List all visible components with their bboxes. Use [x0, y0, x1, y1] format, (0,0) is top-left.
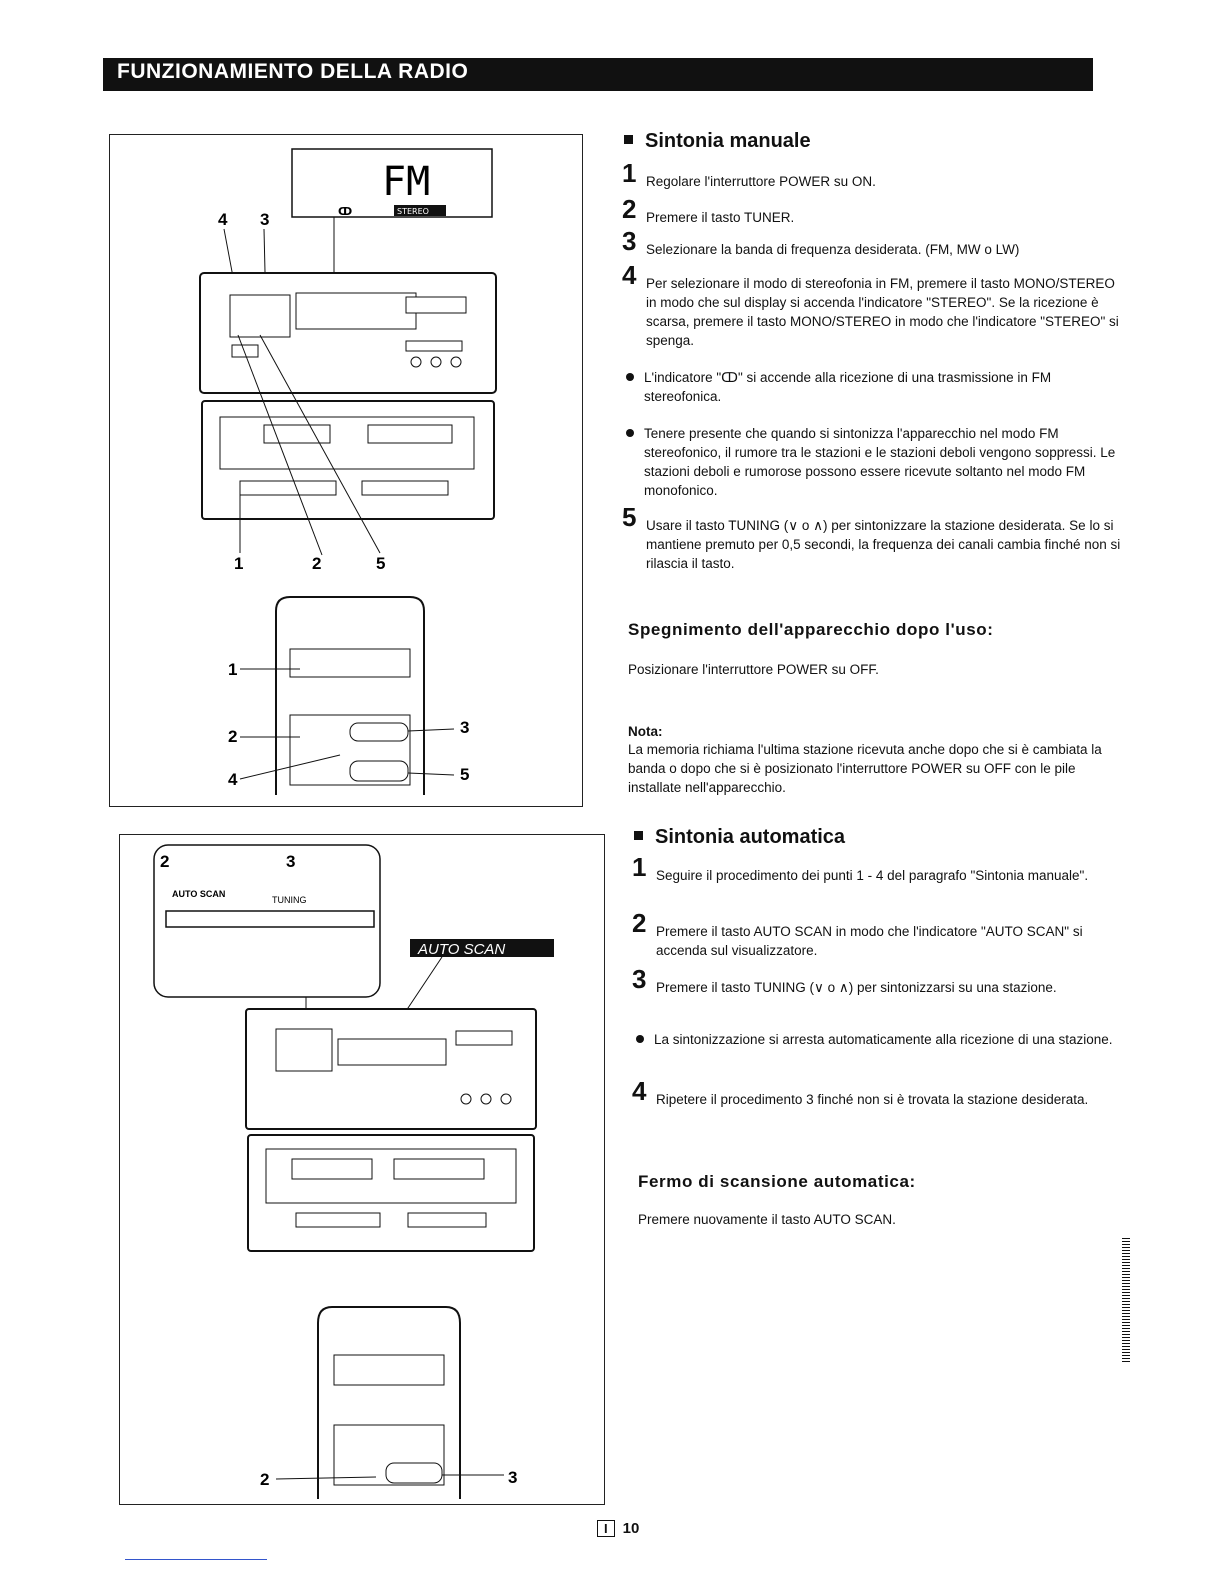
callout-2: 2	[312, 554, 322, 573]
manual-tuning-heading: Sintonia manuale	[624, 130, 811, 153]
callout-3: 3	[260, 210, 270, 229]
note-title: Nota:	[628, 724, 663, 739]
manual-bullet-2: Tenere presente che quando si sintonizza l'apparecchio nel modo FM stereofonico, il rumore tra le stazioni e le stazioni deboli vengono soppressi. Le stazioni deboli e rumorose possono essere ricevute soltanto nel modo FM monofonico.	[624, 424, 1122, 500]
scan-stop-text: Premere nuovamente il tasto AUTO SCAN.	[638, 1212, 896, 1227]
thumb-index-marks	[1122, 1238, 1130, 1363]
auto-scan-label: AUTO SCAN	[172, 889, 226, 899]
callout-4: 4	[218, 210, 228, 229]
manual-step-2: 2 Premere il tasto TUNER.	[622, 194, 795, 225]
remote-callout-1: 1	[228, 660, 238, 679]
callout-5: 5	[376, 554, 386, 573]
auto-tuning-heading: Sintonia automatica	[634, 826, 845, 849]
section-title: FUNZIONAMIENTO DELLA RADIO	[117, 60, 469, 83]
display-fm-text: FM	[382, 159, 431, 205]
page-footer	[597, 1520, 639, 1537]
footer-line	[125, 1559, 267, 1560]
auto-step-2: 2 Premere il tasto AUTO SCAN in modo che l'indicatore "AUTO SCAN" si accenda sul visualizzatore.	[632, 908, 1083, 958]
callout-1: 1	[234, 554, 244, 573]
svg-text:ↀ: ↀ	[338, 205, 353, 218]
auto-bullet: La sintonizzazione si arresta automaticamente alla ricezione di una stazione.	[634, 1030, 1128, 1049]
auto-scan-illustration	[120, 835, 604, 1504]
remote-callout-3: 3	[460, 718, 470, 737]
remote-bottom-callout-3: 3	[508, 1468, 518, 1487]
remote-callout-4: 4	[228, 770, 238, 789]
auto-step-1: 1 Seguire il procedimento dei punti 1 - 4 del paragrafo "Sintonia manuale".	[632, 852, 1089, 883]
manual-bullet-1: L'indicatore "ↀ" si accende alla ricezione di una trasmissione in FM stereofonica.	[624, 368, 1122, 406]
auto-scan-indicator: AUTO SCAN	[418, 941, 506, 958]
remote-bottom-callout-2: 2	[260, 1470, 270, 1489]
section-banner	[103, 58, 1093, 91]
page-number: 10	[622, 1520, 640, 1537]
remote-callout-2: 2	[228, 727, 238, 746]
stereo-system-illustration	[110, 135, 582, 806]
manual-step-1: 1 Regolare l'interruttore POWER su ON.	[622, 158, 876, 189]
power-off-heading: Spegnimento dell'apparecchio dopo l'uso:	[628, 620, 994, 639]
language-box: I	[597, 1520, 615, 1537]
remote-callout-5: 5	[460, 765, 470, 784]
auto-step-3: 3 Premere il tasto TUNING (∨ o ∧) per sintonizzarsi su una stazione.	[632, 964, 1057, 995]
stereo-indicator-text: STEREO	[397, 207, 429, 216]
tuning-label: TUNING	[272, 895, 307, 905]
manual-step-5: 5 Usare il tasto TUNING (∨ o ∧) per sintonizzare la stazione desiderata. Se lo si mantiene premuto per 0,5 secondi, la frequenza dei canali cambia finché non si rilascia il tasto.	[622, 502, 1121, 571]
manual-step-4: 4 Per selezionare il modo di stereofonia in FM, premere il tasto MONO/STEREO in modo che sul display si accenda l'indicatore "STEREO". Se la ricezione è scarsa, premere il tasto MONO/STEREO in modo che l'indicatore "STEREO" si spenga.	[622, 260, 1119, 348]
scan-stop-heading: Fermo di scansione automatica:	[638, 1172, 916, 1191]
auto-step-4: 4 Ripetere il procedimento 3 finché non si è trovata la stazione desiderata.	[632, 1076, 1089, 1107]
bottom-callout-2: 2	[160, 852, 170, 871]
figure-auto-tuning	[119, 834, 605, 1505]
note-text: La memoria richiama l'ultima stazione ricevuta anche dopo che si è cambiata la banda o dopo che si è posizionato l'interruttore POWER su OFF con le pile installate nell'apparecchio.	[628, 742, 1102, 795]
power-off-text: Posizionare l'interruttore POWER su OFF.	[628, 662, 879, 677]
figure-manual-tuning	[109, 134, 583, 807]
bottom-callout-3: 3	[286, 852, 296, 871]
manual-step-3: 3 Selezionare la banda di frequenza desiderata. (FM, MW o LW)	[622, 226, 1020, 257]
